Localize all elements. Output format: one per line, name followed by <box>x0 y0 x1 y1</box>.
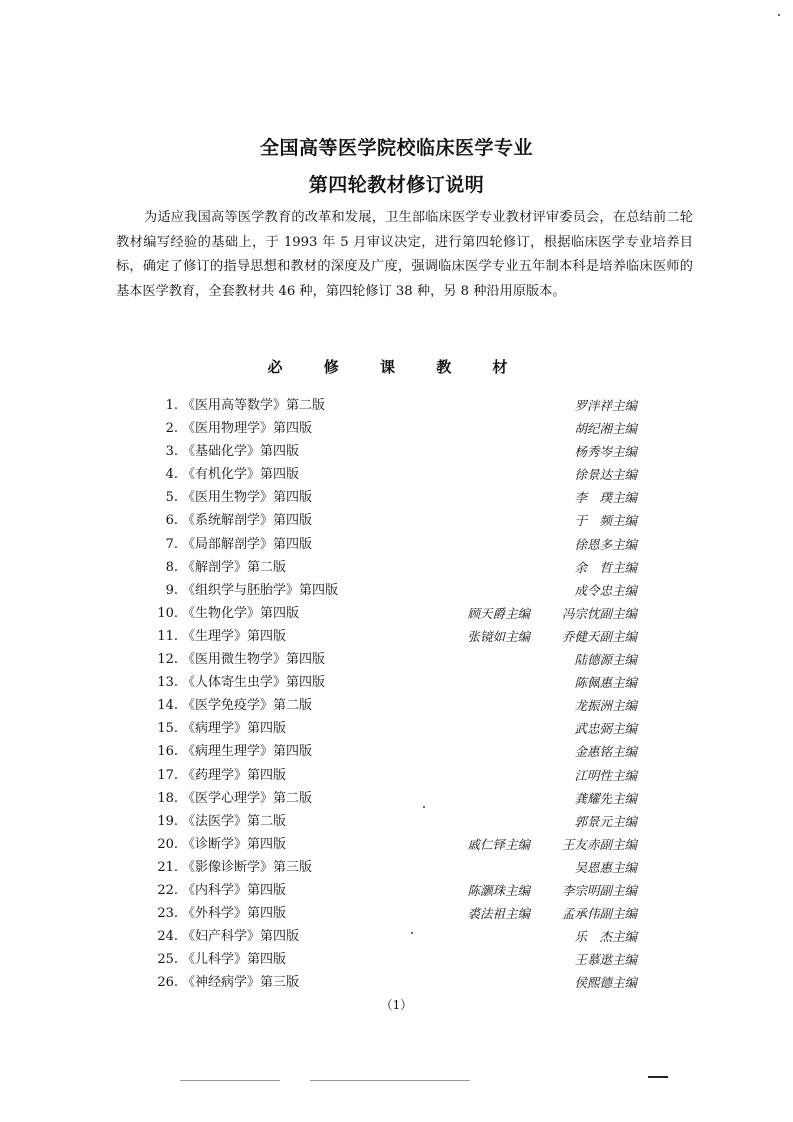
list-item <box>150 971 650 994</box>
book-number: 2. <box>165 421 178 437</box>
list-item <box>150 625 650 648</box>
book-number: 8. <box>165 559 178 575</box>
list-item <box>150 764 650 787</box>
list-item <box>150 925 650 948</box>
list-item <box>150 948 650 971</box>
editor-credit: 徐景达主编 <box>574 467 637 483</box>
book-title: 《药理学》第四版 <box>182 767 287 783</box>
list-item <box>150 902 650 925</box>
book-number: 14. <box>157 698 178 714</box>
book-title: 《内科学》第四版 <box>182 882 287 898</box>
book-title: 《外科学》第四版 <box>182 906 287 922</box>
list-item <box>150 879 650 902</box>
list-item <box>150 833 650 856</box>
scan-speck <box>411 932 413 934</box>
book-title: 《儿科学》第四版 <box>182 952 287 968</box>
editor-credit: 罗泮祥主编 <box>574 398 637 413</box>
book-title: 《医学心理学》第二版 <box>182 790 313 806</box>
chief-editor: 顾天爵主编 <box>467 605 530 621</box>
book-number: 15. <box>157 721 178 737</box>
editor-credit: 江明性主编 <box>574 767 637 783</box>
book-number: 26. <box>157 975 178 991</box>
book-number: 21. <box>157 859 178 875</box>
chief-editor: 陈灏珠主编 <box>467 882 530 898</box>
book-title: 《法医学》第二版 <box>182 813 287 829</box>
list-item <box>150 602 650 625</box>
chief-editor: 戚仁铎主编 <box>467 836 530 852</box>
editor-credit: 郭景元主编 <box>574 813 637 829</box>
book-list <box>150 394 650 994</box>
chief-editor: 裘法祖主编 <box>467 906 530 922</box>
editor-credit: 金惠铭主编 <box>574 744 637 760</box>
book-number: 25. <box>157 952 178 968</box>
book-title: 《生理学》第四版 <box>182 628 287 644</box>
book-title: 《解剖学》第二版 <box>182 559 287 575</box>
list-item <box>150 533 650 556</box>
list-item <box>150 486 650 509</box>
intro-paragraph: 为适应我国高等医学教育的改革和发展，卫生部临床医学专业教材评审委员会，在总结前二轮教材编写经验的基础上，于 1993 年 5 月审议决定，进行第四轮修订，根据临床医学专业培养目标，确定了修订的指导思想和教材的深度及广度，强调临床医学专业五年制本科是培养临床医师的基本医学教育，全套教材共 46 种，第四轮修订 38 种，另 8 种沿用原版本。 <box>116 210 693 299</box>
book-title: 《医用生物学》第四版 <box>182 490 313 506</box>
book-number: 12. <box>157 652 178 668</box>
list-item <box>150 394 650 417</box>
book-number: 1. <box>165 398 178 413</box>
scan-speck <box>778 14 780 16</box>
editor-credit: 吴恩惠主编 <box>574 859 637 875</box>
editor-credit: 于 频主编 <box>574 513 637 529</box>
editor-credit: 侯熙德主编 <box>574 975 637 991</box>
book-number: 22. <box>157 882 178 898</box>
chief-editor: 张镜如主编 <box>467 628 530 644</box>
book-title: 《系统解剖学》第四版 <box>182 513 313 529</box>
list-item <box>150 787 650 810</box>
page-number: （1） <box>380 998 413 1012</box>
book-number: 20. <box>157 836 178 852</box>
book-number: 10. <box>157 605 178 621</box>
list-item <box>150 556 650 579</box>
book-title: 《妇产科学》第四版 <box>182 929 300 945</box>
editor-credit: 陈佩惠主编 <box>574 675 637 691</box>
editor-credit: 龚耀先主编 <box>574 790 637 806</box>
book-number: 3. <box>165 444 178 460</box>
scan-line <box>180 1080 280 1081</box>
editor-credit: 龙振洲主编 <box>574 698 637 714</box>
editor-credit: 胡纪湘主编 <box>574 421 637 437</box>
editor-credit: 陆德源主编 <box>574 652 637 668</box>
list-item <box>150 509 650 532</box>
list-item <box>150 694 650 717</box>
editor-credit: 徐恩多主编 <box>574 536 637 552</box>
book-number: 17. <box>157 767 178 783</box>
list-item <box>150 440 650 463</box>
section-title: 必 修 课 教 材 <box>267 358 526 376</box>
book-number: 7. <box>165 536 178 552</box>
book-title: 《基础化学》第四版 <box>182 444 300 460</box>
book-title: 《有机化学》第四版 <box>182 467 300 483</box>
list-item <box>150 717 650 740</box>
page-title-line1: 全国高等医学院校临床医学专业 <box>259 137 533 159</box>
list-item <box>150 671 650 694</box>
book-title: 《医用高等数学》第二版 <box>182 398 326 413</box>
book-title: 《人体寄生虫学》第四版 <box>182 675 326 691</box>
book-title: 《神经病学》第三版 <box>182 975 300 991</box>
editor-credit: 王慕逖主编 <box>574 952 637 968</box>
book-title: 《影像诊断学》第三版 <box>182 859 313 875</box>
book-title: 《医学免疫学》第二版 <box>182 698 313 714</box>
book-number: 6. <box>165 513 178 529</box>
book-number: 13. <box>157 675 178 691</box>
book-title: 《病理学》第四版 <box>182 721 287 737</box>
book-number: 19. <box>157 813 178 829</box>
book-number: 16. <box>157 744 178 760</box>
list-item <box>150 417 650 440</box>
book-title: 《生物化学》第四版 <box>182 605 300 621</box>
book-number: 11. <box>157 628 178 644</box>
editor-credit: 王友赤副主编 <box>561 836 637 852</box>
editor-credit: 冯宗忱副主编 <box>561 605 637 621</box>
list-item <box>150 463 650 486</box>
scan-line <box>648 1076 668 1078</box>
book-number: 23. <box>157 906 178 922</box>
list-item <box>150 810 650 833</box>
editor-credit: 成令忠主编 <box>574 582 637 598</box>
editor-credit: 余 哲主编 <box>574 559 637 575</box>
list-item <box>150 579 650 602</box>
editor-credit: 李 璞主编 <box>574 490 637 506</box>
editor-credit: 李宗明副主编 <box>561 882 637 898</box>
page-title-line2: 第四轮教材修订说明 <box>308 174 485 196</box>
editor-credit: 武忠弼主编 <box>574 721 637 737</box>
list-item <box>150 648 650 671</box>
book-title: 《病理生理学》第四版 <box>182 744 313 760</box>
book-number: 5. <box>165 490 178 506</box>
editor-credit: 乐 杰主编 <box>574 929 637 945</box>
book-number: 4. <box>165 467 178 483</box>
book-number: 18. <box>157 790 178 806</box>
list-item <box>150 856 650 879</box>
book-number: 9. <box>165 582 178 598</box>
list-item <box>150 740 650 763</box>
editor-credit: 孟承伟副主编 <box>561 906 637 922</box>
scan-line <box>310 1080 470 1081</box>
editor-credit: 乔健天副主编 <box>561 628 637 644</box>
book-title: 《医用微生物学》第四版 <box>182 652 326 668</box>
book-title: 《局部解剖学》第四版 <box>182 536 313 552</box>
editor-credit: 杨秀岑主编 <box>574 444 637 460</box>
scan-speck <box>423 806 425 808</box>
book-title: 《医用物理学》第四版 <box>182 421 313 437</box>
book-title: 《组织学与胚胎学》第四版 <box>182 582 339 598</box>
book-number: 24. <box>157 929 178 945</box>
book-title: 《诊断学》第四版 <box>182 836 287 852</box>
